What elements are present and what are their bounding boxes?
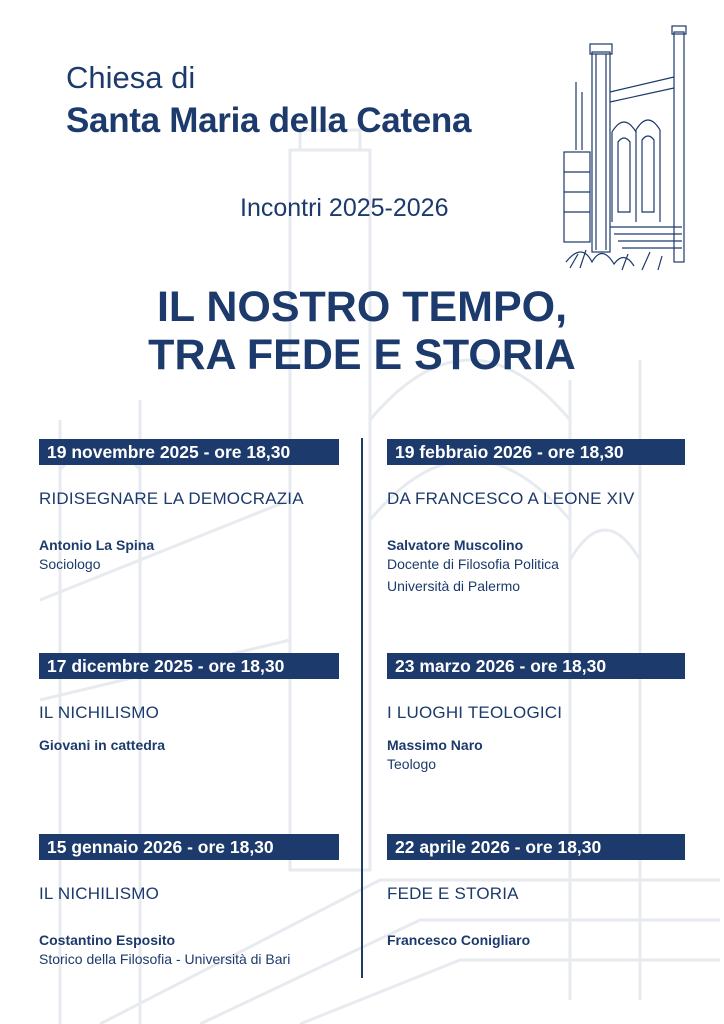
event-speaker: Antonio La Spina xyxy=(39,537,155,553)
event-speaker: Costantino Esposito xyxy=(39,932,176,948)
speaker-affiliation: Università di Palermo xyxy=(387,578,521,595)
church-name: Santa Maria della Catena xyxy=(66,101,472,140)
header-pre-title: Chiesa di xyxy=(66,60,196,95)
event-title: IL NICHILISMO xyxy=(39,703,160,722)
speaker-role: Storico della Filosofia - Università di Bari xyxy=(39,951,291,967)
event-date: 19 febbraio 2026 - ore 18,30 xyxy=(387,439,685,465)
column-divider xyxy=(361,438,363,978)
speaker-role: Teologo xyxy=(387,756,437,772)
event-speaker: Salvatore Muscolino xyxy=(387,537,524,553)
speaker-role: Sociologo xyxy=(39,556,101,572)
main-title-line-1: IL NOSTRO TEMPO, xyxy=(156,283,568,331)
event-title: IL NICHILISMO xyxy=(39,884,160,903)
event-date: 23 marzo 2026 - ore 18,30 xyxy=(387,653,685,679)
event-card xyxy=(39,653,339,753)
event-card xyxy=(387,439,685,598)
event-title: DA FRANCESCO A LEONE XIV xyxy=(387,489,635,508)
event-speaker: Giovani in cattedra xyxy=(39,737,166,753)
speaker-role: Docente di Filosofia Politica xyxy=(387,556,559,572)
event-speaker: Massimo Naro xyxy=(387,737,483,753)
event-card xyxy=(39,439,339,575)
event-card xyxy=(387,834,685,948)
event-title: FEDE E STORIA xyxy=(387,884,519,903)
event-date: 17 dicembre 2025 - ore 18,30 xyxy=(39,653,339,679)
series-subtitle: Incontri 2025-2026 xyxy=(240,194,449,222)
event-title: RIDISEGNARE LA DEMOCRAZIA xyxy=(39,489,304,508)
event-speaker: Francesco Conigliaro xyxy=(387,932,531,948)
event-card xyxy=(39,834,339,970)
event-date: 19 novembre 2025 - ore 18,30 xyxy=(39,439,339,465)
event-title: I LUOGHI TEOLOGICI xyxy=(387,703,563,722)
main-title xyxy=(0,283,724,379)
event-card xyxy=(387,653,685,775)
main-title-line-2: TRA FEDE E STORIA xyxy=(148,331,576,380)
event-date: 15 gennaio 2026 - ore 18,30 xyxy=(39,834,339,860)
church-cloister-sketch xyxy=(562,22,688,272)
event-date: 22 aprile 2026 - ore 18,30 xyxy=(387,834,685,860)
